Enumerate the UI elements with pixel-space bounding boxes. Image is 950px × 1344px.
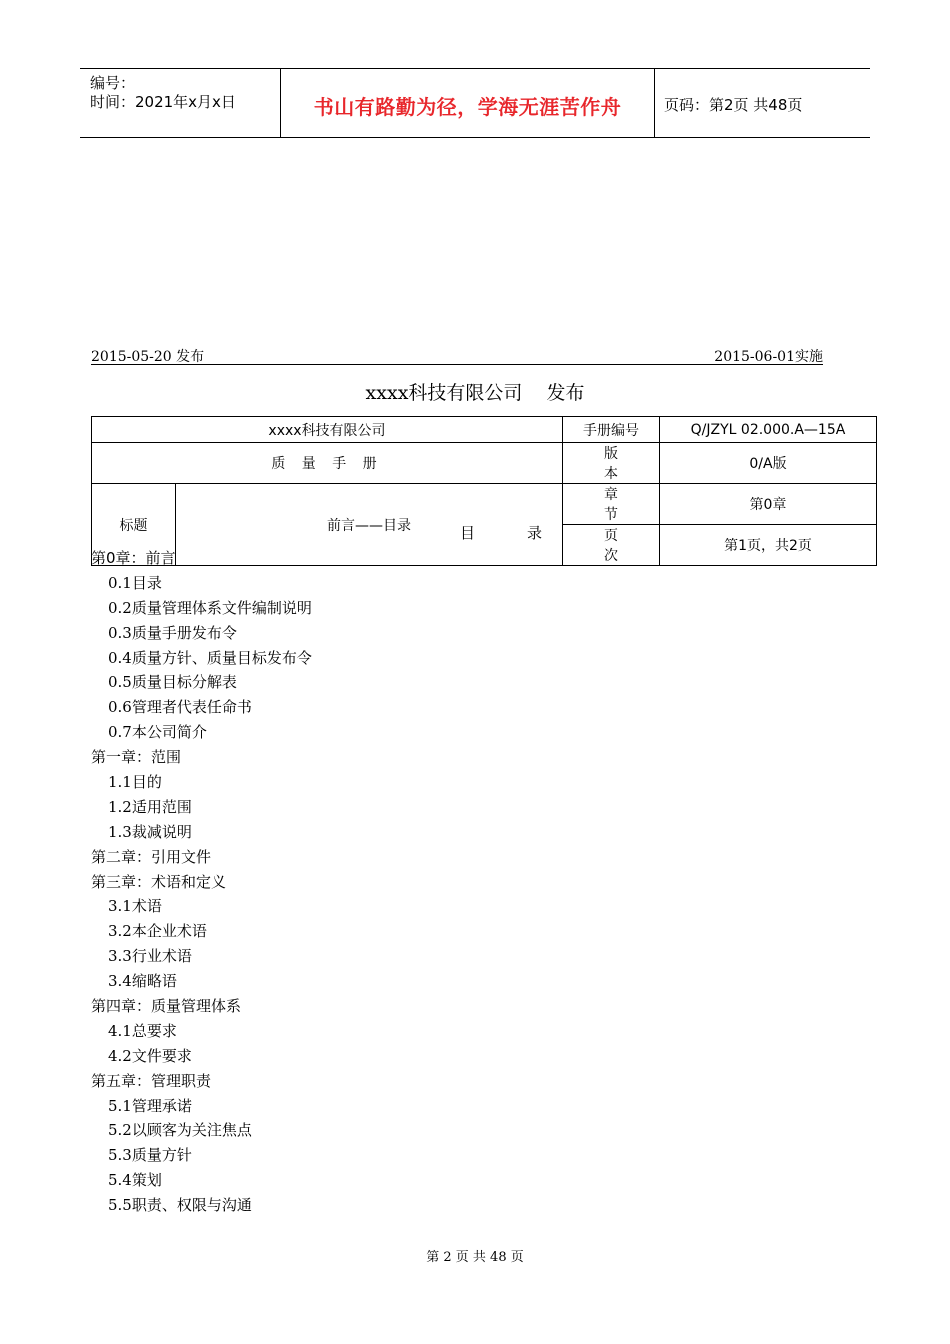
page-value: 第1页，共2页 bbox=[660, 525, 877, 566]
toc-section: 5.3质量方针 bbox=[108, 1146, 192, 1165]
toc-section: 0.4质量方针、质量目标发布令 bbox=[108, 648, 312, 667]
time-label: 时间：2021年x月x日 bbox=[90, 93, 236, 111]
version-label: 版 本 bbox=[563, 443, 660, 484]
toc-section: 3.2本企业术语 bbox=[108, 922, 207, 941]
header-page-cell bbox=[655, 69, 870, 137]
toc-title: 目录 bbox=[459, 524, 594, 542]
number-label: 编号： bbox=[90, 74, 136, 92]
manual-no-value: Q/JZYL 02.000.A—15A bbox=[660, 417, 877, 443]
manual-info-table bbox=[91, 416, 877, 566]
toc-section: 0.7本公司简介 bbox=[108, 723, 207, 742]
toc-section: 4.1总要求 bbox=[108, 1021, 177, 1040]
header-motto-cell bbox=[281, 69, 655, 137]
toc-section: 5.4策划 bbox=[108, 1171, 162, 1190]
manual-no-label: 手册编号 bbox=[563, 417, 660, 443]
manual-name-cell: 质 量 手 册 bbox=[92, 443, 563, 484]
toc-section: 1.2适用范围 bbox=[108, 797, 192, 816]
toc-section: 4.2文件要求 bbox=[108, 1046, 192, 1065]
toc-list bbox=[91, 546, 312, 1218]
toc-section: 1.1目的 bbox=[108, 773, 162, 792]
version-value: 0/A版 bbox=[660, 443, 877, 484]
toc-chapter: 第五章：管理职责 bbox=[91, 1071, 212, 1090]
header-meta-cell bbox=[80, 69, 281, 137]
chapter-value: 第0章 bbox=[660, 484, 877, 525]
toc-section: 0.5质量目标分解表 bbox=[108, 673, 237, 692]
toc-section: 5.5职责、权限与沟通 bbox=[108, 1196, 252, 1215]
toc-chapter: 第一章：范围 bbox=[91, 748, 182, 767]
toc-chapter: 第三章：术语和定义 bbox=[91, 872, 227, 891]
document-header bbox=[80, 68, 870, 138]
page-footer: 第 2 页 共 48 页 bbox=[426, 1250, 524, 1265]
toc-section: 5.2以顾客为关注焦点 bbox=[108, 1121, 252, 1140]
toc-section: 0.3质量手册发布令 bbox=[108, 623, 237, 642]
title-value: 前言——目录 bbox=[176, 484, 563, 566]
toc-section: 3.4缩略语 bbox=[108, 972, 177, 991]
company-publish-line: xxxx科技有限公司 发布 bbox=[365, 382, 585, 404]
company-cell: xxxx科技有限公司 bbox=[92, 417, 563, 443]
toc-chapter: 第0章：前言 bbox=[91, 549, 176, 567]
toc-section: 5.1管理承诺 bbox=[108, 1096, 192, 1115]
publish-date: 2015-05-20 发布 bbox=[91, 349, 205, 365]
toc-section: 1.3裁减说明 bbox=[108, 822, 192, 841]
title-label: 标题 bbox=[92, 484, 176, 566]
page-code: 页码：第2页 共48页 bbox=[664, 96, 803, 114]
motto-text: 书山有路勤为径，学海无涯苦作舟 bbox=[313, 95, 622, 119]
toc-chapter: 第四章：质量管理体系 bbox=[91, 997, 242, 1016]
publish-line bbox=[91, 346, 823, 365]
toc-section: 0.6管理者代表任命书 bbox=[108, 698, 252, 717]
toc-section: 3.3行业术语 bbox=[108, 947, 192, 966]
toc-section: 3.1术语 bbox=[108, 897, 162, 916]
toc-section: 0.2质量管理体系文件编制说明 bbox=[108, 598, 312, 617]
chapter-label: 章 节 bbox=[563, 484, 660, 525]
implement-date: 2015-06-01实施 bbox=[714, 349, 823, 365]
toc-section: 0.1目录 bbox=[108, 573, 162, 592]
toc-chapter: 第二章：引用文件 bbox=[91, 847, 212, 866]
page-label: 页 次 bbox=[563, 525, 660, 566]
